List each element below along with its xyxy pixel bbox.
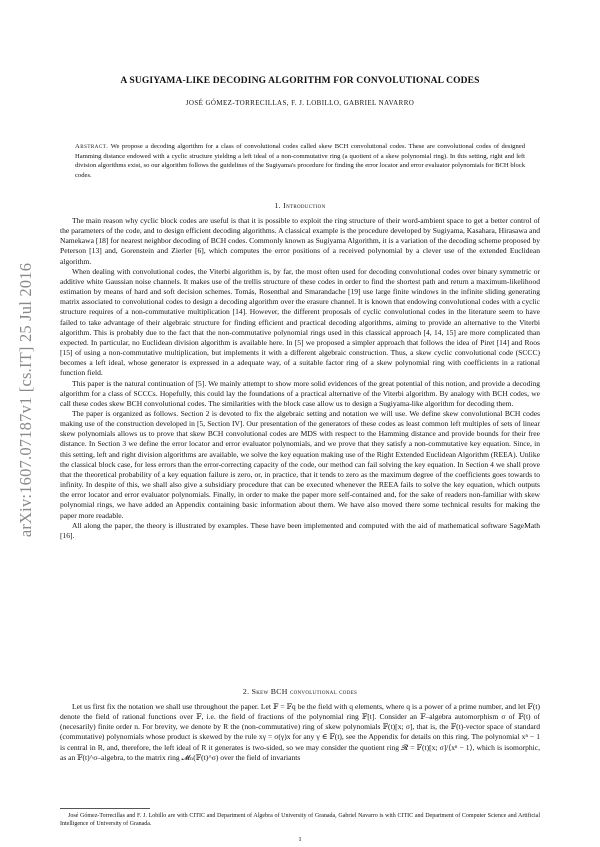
arxiv-identifier-text: arXiv:1607.07187v1 [cs.IT] 25 Jul 2016 <box>16 262 35 538</box>
section-1-heading: 1. Introduction <box>274 201 326 210</box>
paper-authors: JOSÉ GÓMEZ-TORRECILLAS, F. J. LOBILLO, GABRIEL NAVARRO <box>185 99 415 107</box>
section-1-paragraph: When dealing with convolutional codes, the Viterbi algorithm is, by far, the most often used for decoding convolutional codes over binary symmetric or additive white Gaussian noise channels. It makes use of the trellis structure of these codes in order to find the shortest path and return a maximum-likelihood estimation by means of hard and soft decision schemes. Tomás, Rosenthal and Smarandache [19] use large finite windows in the infinite sliding generating matrix associated to convolutional codes to design a decoding algorithm over the erasure channel. It is known that endowing convolutional codes with a cyclic structure requires of a non-commutative multiplication [14]. However, the different proposals of cyclic convolutional codes in the literature seem to have failed to take advantage of their algebraic structure for finding efficient and practical decoding algorithms, aiming to provide an alternative to the Viterbi algorithm. This is probably due to the fact that the non-commutative polynomial rings used in this classical approach [4, 14, 15] are more complicated than expected. In particular, no Euclidean division algorithm is available here. In [5] we proposed a simpler approach that follows the idea of Piret [14] and Roos [15] of using a non-commutative multiplication, but implements it with a different algebraic construction. Thus, a skew cyclic convolutional code (SCCC) becomes a left ideal, whose generator is expressed in a adequate way, of a suitable factor ring of a skew polynomial ring with coefficients in a rational function field. <box>60 266 540 378</box>
abstract <box>75 142 525 180</box>
abstract-text: We propose a decoding algorithm for a class of convolutional codes called skew BCH convolutional codes. These are convolutional codes of designed Hamming distance endowed with a cyclic structure yielding a left ideal of a non-commutative ring (a quotient of a skew polynomial ring). In this setting, right and left division algorithms exist, so our algorithm follows the guidelines of the Sugiyama's procedure for finding the error locator and error evaluator polynomials for BCH block codes. <box>75 143 526 179</box>
section-2-body <box>60 702 540 763</box>
section-1-paragraph: The paper is organized as follows. Section 2 is devoted to fix the algebraic setting and notation we will use. We define skew convolutional BCH codes making use of the construction developed in [5, Section IV]. Our presentation of the generators of these codes as least common left multiples of sets of linear skew polynomials allows us to prove that skew BCH convolutional codes are MDS with respect to the Hamming distance and provide bounds for their free distance. In Section 3 we define the error locator and error evaluator polynomials, and we prove that they satisfy a non-commutative key equation. Since, in this setting, left and right division algorithms are available, we solve the key equation making use of the Right Extended Euclidean Algorithm (REEA). Unlike the classical block case, for less errors than the error-correcting capacity of the code, our method can fail solving the key equation. In Section 4 we shall prove that the theoretical probability of a key equation failure is zero, or, in practice, that it tends to zero as the maximum degree of the coefficients goes towards to infinity. In despite of this, we shall also give a subsidiary procedure that can be executed whenever the REEA fails to solve the key equation, which outputs the error locator and error evaluator polynomials. Finally, in order to make the paper more self-contained and, for the sake of readers non-familiar with skew polynomial rings, we have added an Appendix containing basic information about them. We have also moved there some technical results for making the paper more readable. <box>60 408 540 520</box>
author-affiliation-footnote: José Gómez-Torrecillas and F. J. Lobillo are with CITIC and Department of Algebra of University of Granada, Gabriel Navarro is with CITIC and Department of Computer Science and Artificial Intelligence of University of Granada. <box>60 813 540 828</box>
arxiv-identifier-stamp <box>6 190 46 610</box>
section-1-body <box>60 216 540 541</box>
section-1-paragraph: This paper is the natural continuation of [5]. We mainly attempt to show more solid evidences of the great potential of this notion, and provide a decoding algorithm for a class of SCCCs. Hopefully, this could lay the foundations of a practical alternative of the Viterbi algorithm. By analogy with BCH codes, we call these codes skew BCH convolutional codes. The similarities with the block case allow us to design a Sugiyama-like algorithm for decoding them. <box>60 378 540 408</box>
abstract-label: Abstract. <box>75 143 109 150</box>
section-2-heading: 2. Skew BCH convolutional codes <box>242 687 358 696</box>
footnote-divider <box>60 808 150 809</box>
section-2-paragraph: Let us first fix the notation we shall use throughout the paper. Let 𝔽 = 𝔽q be the field with q elements, where q is a power of a prime number, and let 𝔽(t) denote the field of rational functions over 𝔽, i.e. the field of fractions of the polynomial ring 𝔽[t]. Consider an 𝔽–algebra automorphism σ of 𝔽(t) of (necesarily) finite order n. For brevity, we denote by R the (non-commutative) ring of skew polynomials 𝔽(t)[x; σ], that is, the 𝔽(t)-vector space of standard (commutative) polynomials whose product is skewed by the rule xγ = σ(γ)x for any γ ∈ 𝔽(t), see the Appendix for details on this ring. The polynomial xⁿ − 1 is central in R, and, therefore, the left ideal of R it generates is two-sided, so we may consider the quotient ring 𝓡 = 𝔽(t)[x; σ]/⟨xⁿ − 1⟩, which is isomorphic, as an 𝔽(t)^σ–algebra, to the matrix ring 𝓜ₙ(𝔽(t)^σ) over the field of invariants <box>60 702 540 762</box>
page-number: 1 <box>298 836 302 843</box>
paper-title: A SUGIYAMA-LIKE DECODING ALGORITHM FOR CONVOLUTIONAL CODES <box>120 76 480 86</box>
section-1-paragraph: All along the paper, the theory is illustrated by examples. These have been implemented and computed with the aid of mathematical software SageMath [16]. <box>60 520 540 540</box>
section-1-paragraph: The main reason why cyclic block codes are useful is that it is possible to exploit the ring structure of their word-ambient space to get a better control of the parameters of the code, and to design efficient decoding algorithms. A classical example is the procedure developed by Sugiyama, Kasahara, Hirasawa and Namekawa [18] for nearest neighbor decoding of BCH codes. Commonly known as Sugiyama Algorithm, it is a variation of the decoding scheme proposed by Peterson [13] and, Gorenstein and Zierler [6], which computes the error positions of a received polynomial by a clever use of the extended Euclidean algorithm. <box>60 216 540 266</box>
